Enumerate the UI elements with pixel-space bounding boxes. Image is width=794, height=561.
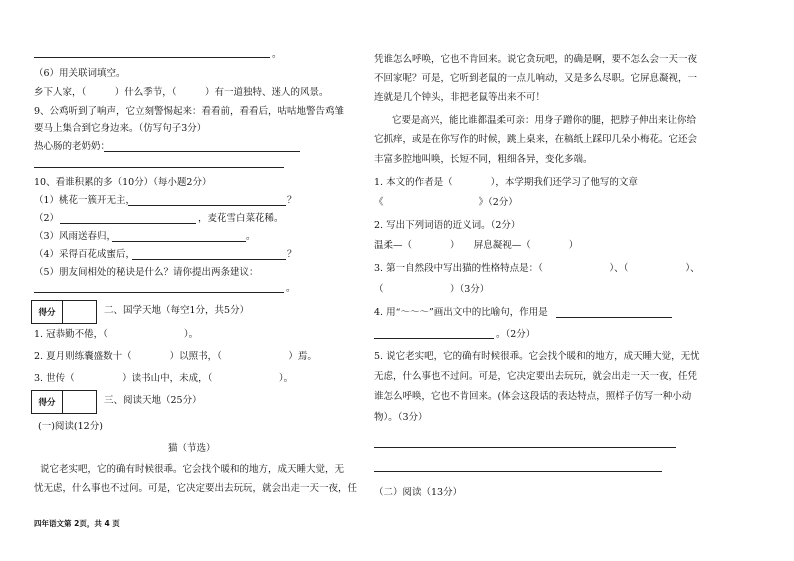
passage-line: 它要是高兴，能比谁都温柔可亲：用身子蹭你的腿，把脖子伸出来让你给: [392, 115, 697, 126]
answer-line: [60, 223, 196, 224]
passage-line: 说它老实吧，它的确有时候很乖。它会找个暖和的地方，成天睡大觉，无: [40, 464, 345, 475]
passage-line: 凭谁怎么呼唤，它也不肯回来。说它贪玩吧，的确是啊，要不怎么会一天一夜: [374, 54, 698, 65]
passage-line: 忧无虑，什么事也不过问。可是，它决定要出去玩玩，就会出走一天一夜，任: [34, 483, 358, 494]
question-2: 2. 写出下列词语的近义词。（2分）: [374, 220, 521, 231]
answer-line: [374, 447, 676, 448]
q9-line1: 9、公鸡听到了响声，它立刻警惕起来：看看前，看看后，咕咕地警告鸡雏: [34, 106, 345, 117]
answer-line: [104, 151, 300, 152]
q10-item-5-end: 。: [286, 283, 296, 294]
answer-line: [556, 317, 672, 318]
passage-line: 连就是几个钟头，非把老鼠等出来不可！: [374, 92, 546, 103]
guoxue-q1: 1. 冠恭勤不倦，（ ）。: [34, 329, 199, 340]
q10-item-3-end: 。: [246, 231, 256, 242]
guoxue-q2: 2. 夏月则练囊盛数十（ ）以照书，（ ）焉。: [34, 351, 317, 362]
q10-item-4-end: ？: [287, 249, 297, 260]
score-label: 得分: [32, 391, 63, 413]
q10-item-1: （1）桃花一簇开无主，: [34, 195, 136, 206]
score-box: [31, 300, 97, 324]
question-5-line: 谁怎么呼唤，它也不肯回来。(体会这段话的表达特点，照样子仿写一种小动: [374, 391, 692, 402]
question-1a: 1. 本文的作者是（ ），本学期我们还学习了他写的文章: [374, 177, 638, 188]
question-2-words: 温柔—（ ） 屏息凝视—（ ）: [374, 240, 579, 251]
question-1b: 《 》（2分）: [374, 197, 518, 208]
q10-item-2: （2）: [34, 213, 60, 224]
reading-2-label: （二）阅读（13分）: [374, 487, 463, 498]
answer-line: [374, 471, 662, 472]
q10-item-4: （4）采得百花成蜜后，: [34, 249, 136, 260]
page-footer: 四年语文第 2页，共 4 页: [34, 519, 120, 528]
answer-line: [128, 205, 286, 206]
passage-title: 猫（节选）: [168, 443, 216, 454]
q6-text: 乡下人家，（ ）什么季节，（ ）有一道独特、迷人的风景。: [34, 87, 329, 98]
reading-1-label: (一)阅读(12分): [38, 421, 103, 432]
section-2-title: 二、国学天地（每空1分，共5分）: [104, 305, 250, 316]
q10-title: 10、看谁积累的多（10分）（每小题2分）: [34, 177, 212, 188]
section-3-title: 三、阅读天地（25分）: [104, 395, 202, 406]
passage-line: 不回家呢？可是，它听到老鼠的一点儿响动，又是多么尽职。它屏息凝视，一: [374, 73, 698, 84]
q6-label: （6）用关联词填空。: [34, 68, 126, 79]
answer-line: [34, 167, 284, 168]
answer-line: [112, 241, 246, 242]
question-4b: 。（2分）: [496, 329, 536, 340]
q9-line2: 要马上集合到它身边来。（仿写句子3分）: [34, 123, 207, 134]
q10-item-2-end: ，麦花雪白菜花稀。: [198, 213, 284, 224]
question-4a: 4. 用“～～～”画出文中的比喻句，作用是: [374, 307, 548, 318]
question-3b: （ ）（3分）: [374, 284, 490, 295]
question-5-line: 无虑，什么事也不过问。可是，它决定要出去玩玩，就会出走一天一夜，任凭: [374, 371, 698, 382]
question-5-line: 物）。（3分）: [374, 412, 428, 423]
q10-item-3: （3）风雨送春归，: [34, 231, 117, 242]
passage-line: 它抓痒，或是在你写作的时候，跳上桌来，在稿纸上踩印几朵小梅花。它还会: [374, 134, 698, 145]
question-5-line: 5. 说它老实吧，它的确有时候很乖。它会找个暖和的地方，成天睡大觉，无忧: [374, 351, 700, 362]
answer-line: [132, 259, 286, 260]
answer-line: [374, 338, 494, 339]
question-3a: 3. 第一自然段中写出猫的性格特点是：（ ）、（ ）、: [374, 263, 700, 274]
score-box: [31, 390, 97, 414]
answer-line: [34, 292, 284, 293]
q9-answer-lead: 热心肠的老奶奶：: [34, 141, 111, 152]
q10-item-5: （5）朋友间相处的秘诀是什么？请你提出两条建议：: [34, 267, 259, 278]
q10-item-1-end: ？: [287, 195, 297, 206]
score-label: 得分: [32, 301, 63, 323]
answer-line: [34, 57, 270, 58]
passage-line: 丰富多腔地叫唤，长短不同，粗细各异，变化多端。: [374, 154, 593, 165]
guoxue-q3: 3. 世传（ ）读书山中，未成，（ ）。: [34, 373, 294, 384]
top-mark: 。: [272, 49, 282, 60]
